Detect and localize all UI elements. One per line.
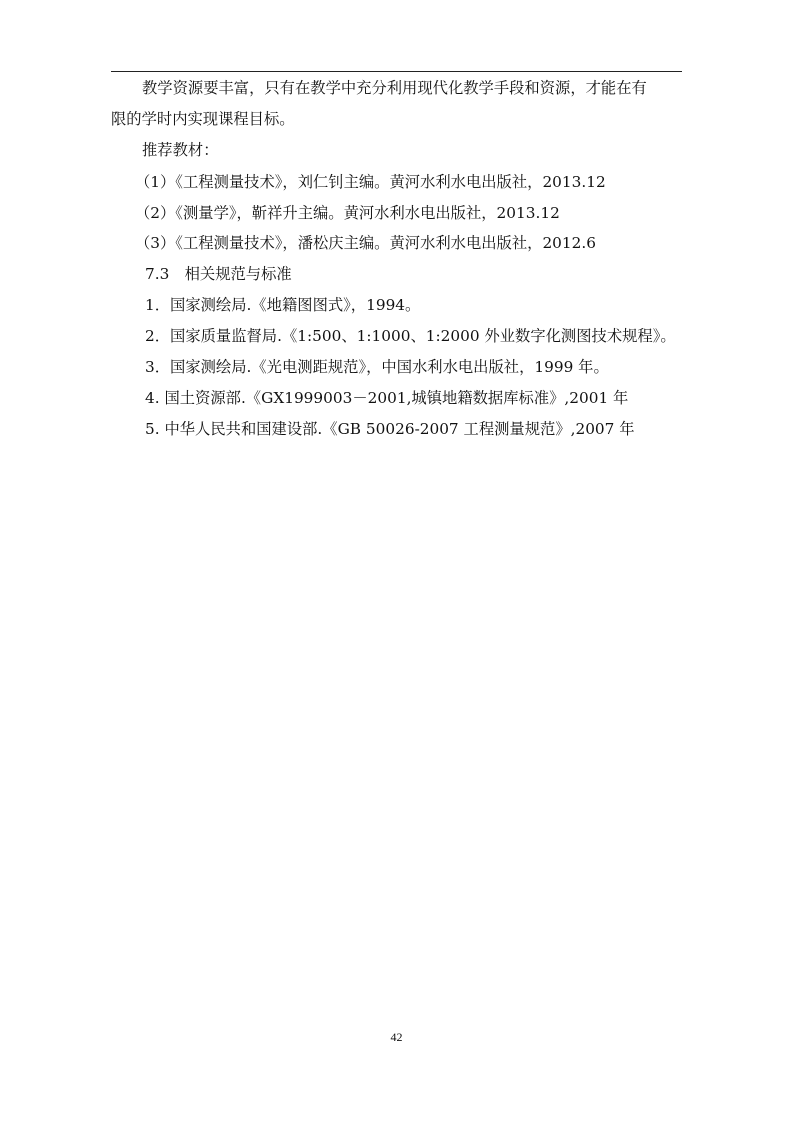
textbook-item-3: （3）《工程测量技术》，潘松庆主编。黄河水利水电出版社，2012.6 <box>135 234 596 252</box>
standard-item-1: 1．国家测绘局.《地籍图图式》，1994。 <box>145 296 421 314</box>
standard-item-5: 5. 中华人民共和国建设部.《GB 50026-2007 工程测量规范》,2007 年 <box>145 420 635 438</box>
textbooks-heading: 推荐教材： <box>142 141 219 159</box>
textbook-item-2: （2）《测量学》，靳祥升主编。黄河水利水电出版社，2013.12 <box>135 204 560 222</box>
header-rule <box>111 71 682 72</box>
intro-paragraph-line-2: 限的学时内实现课程目标。 <box>111 110 295 128</box>
page-number: 42 <box>390 1030 403 1044</box>
standard-item-3: 3．国家测绘局.《光电测距规范》，中国水利水电出版社，1999 年。 <box>145 358 609 376</box>
standard-item-4: 4. 国土资源部.《GX1999003－2001,城镇地籍数据库标准》,2001 年 <box>145 389 629 407</box>
intro-paragraph-line-1: 教学资源要丰富，只有在教学中充分利用现代化教学手段和资源，才能在有 <box>142 79 647 97</box>
standard-item-2: 2．国家质量监督局.《1:500、1:1000、1:2000 外业数字化测图技术规程》。 <box>145 327 676 345</box>
textbook-item-1: （1）《工程测量技术》，刘仁钊主编。黄河水利水电出版社，2013.12 <box>135 173 606 191</box>
standards-heading: 7.3 相关规范与标准 <box>145 265 292 283</box>
